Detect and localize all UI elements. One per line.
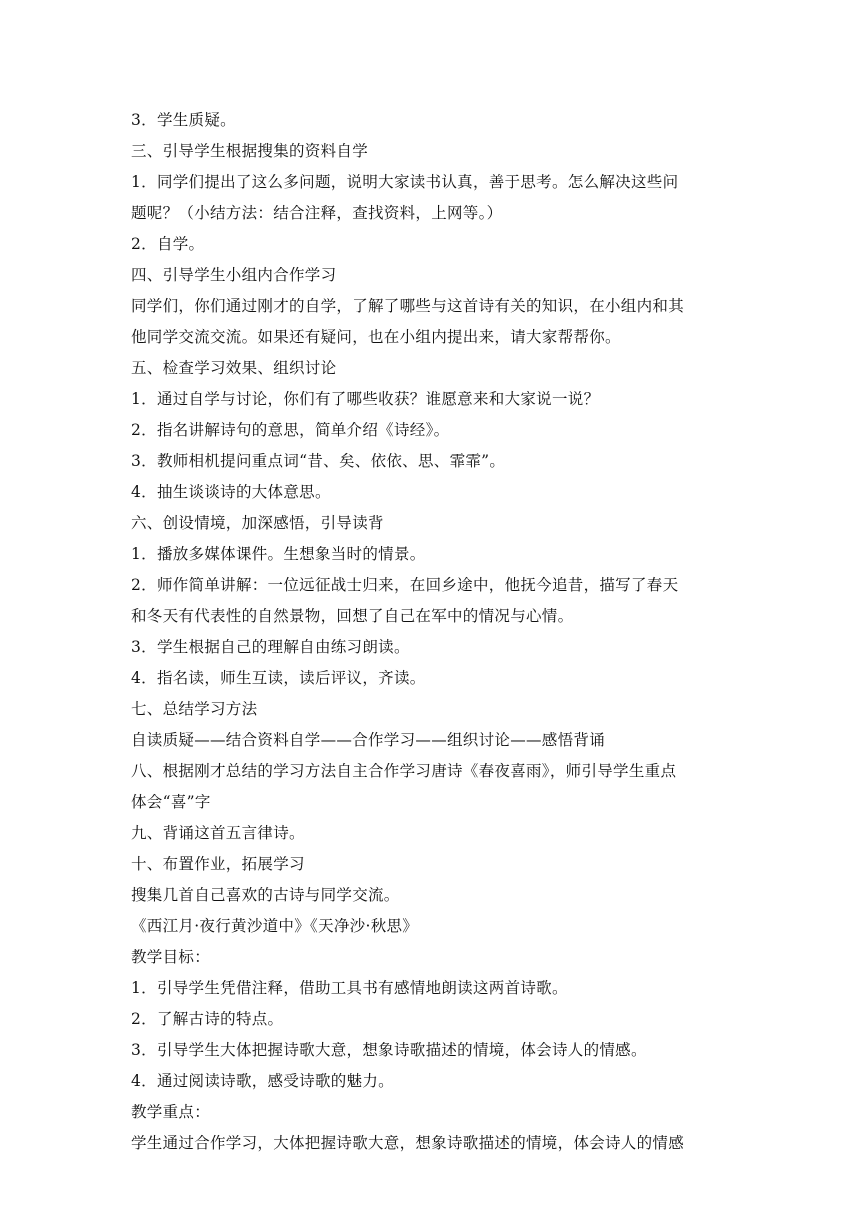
text-line: 1．同学们提出了这么多问题，说明大家读书认真，善于思考。怎么解决这些问 [131,173,679,191]
text-line: 1．引导学生凭借注释，借助工具书有感情地朗读这两首诗歌。 [131,979,568,997]
section-heading: 十、布置作业，拓展学习 [131,855,305,873]
section-heading: 六、创设情境，加深感悟，引导读背 [131,514,384,532]
text-line: 和冬天有代表性的自然景物，回想了自己在军中的情况与心情。 [131,607,574,625]
text-line: 3．引导学生大体把握诗歌大意，想象诗歌描述的情境，体会诗人的情感。 [131,1041,647,1059]
text-line: 3．学生质疑。 [131,111,236,129]
subheading: 教学目标： [131,948,211,966]
text-line: 他同学交流交流。如果还有疑问，也在小组内提出来，请大家帮帮你。 [131,328,621,346]
text-line: 1．通过自学与讨论，你们有了哪些收获？谁愿意来和大家说一说？ [131,390,600,408]
text-line: 2．师作简单讲解：一位远征战士归来，在回乡途中，他抚今追昔，描写了春天 [131,576,679,594]
subheading: 教学重点： [131,1103,211,1121]
text-line: 同学们，你们通过刚才的自学，了解了哪些与这首诗有关的知识，在小组内和其 [131,297,685,315]
section-heading: 九、背诵这首五言律诗。 [131,824,305,842]
section-heading: 五、检查学习效果、组织讨论 [131,359,337,377]
text-line: 4．指名读，师生互读，读后评议，齐读。 [131,669,426,687]
lesson-title: 《西江月·夜行黄沙道中》《天净沙·秋思》 [131,917,419,935]
text-line: 1．播放多媒体课件。生想象当时的情景。 [131,545,426,563]
text-line: 3．教师相机提问重点词“昔、矣、依依、思、霏霏”。 [131,452,506,470]
section-heading: 四、引导学生小组内合作学习 [131,266,337,284]
text-line: 3．学生根据自己的理解自由练习朗读。 [131,638,410,656]
section-heading: 七、总结学习方法 [131,700,258,718]
section-heading: 八、根据刚才总结的学习方法自主合作学习唐诗《春夜喜雨》，师引导学生重点 [131,762,677,780]
text-line: 自读质疑——结合资料自学——合作学习——组织讨论——感悟背诵 [131,731,606,749]
text-line: 体会“喜”字 [131,793,211,811]
text-line: 2．自学。 [131,235,205,253]
section-heading: 三、引导学生根据搜集的资料自学 [131,142,369,160]
text-line: 搜集几首自己喜欢的古诗与同学交流。 [131,886,400,904]
text-line: 2．指名讲解诗句的意思，简单介绍《诗经》。 [131,421,450,439]
text-line: 2．了解古诗的特点。 [131,1010,284,1028]
text-line: 题呢？（小结方法：结合注释，查找资料，上网等。） [131,204,503,222]
text-line: 4．抽生谈谈诗的大体意思。 [131,483,331,501]
text-line: 学生通过合作学习，大体把握诗歌大意，想象诗歌描述的情境，体会诗人的情感 [131,1134,685,1152]
text-line: 4．通过阅读诗歌，感受诗歌的魅力。 [131,1072,394,1090]
